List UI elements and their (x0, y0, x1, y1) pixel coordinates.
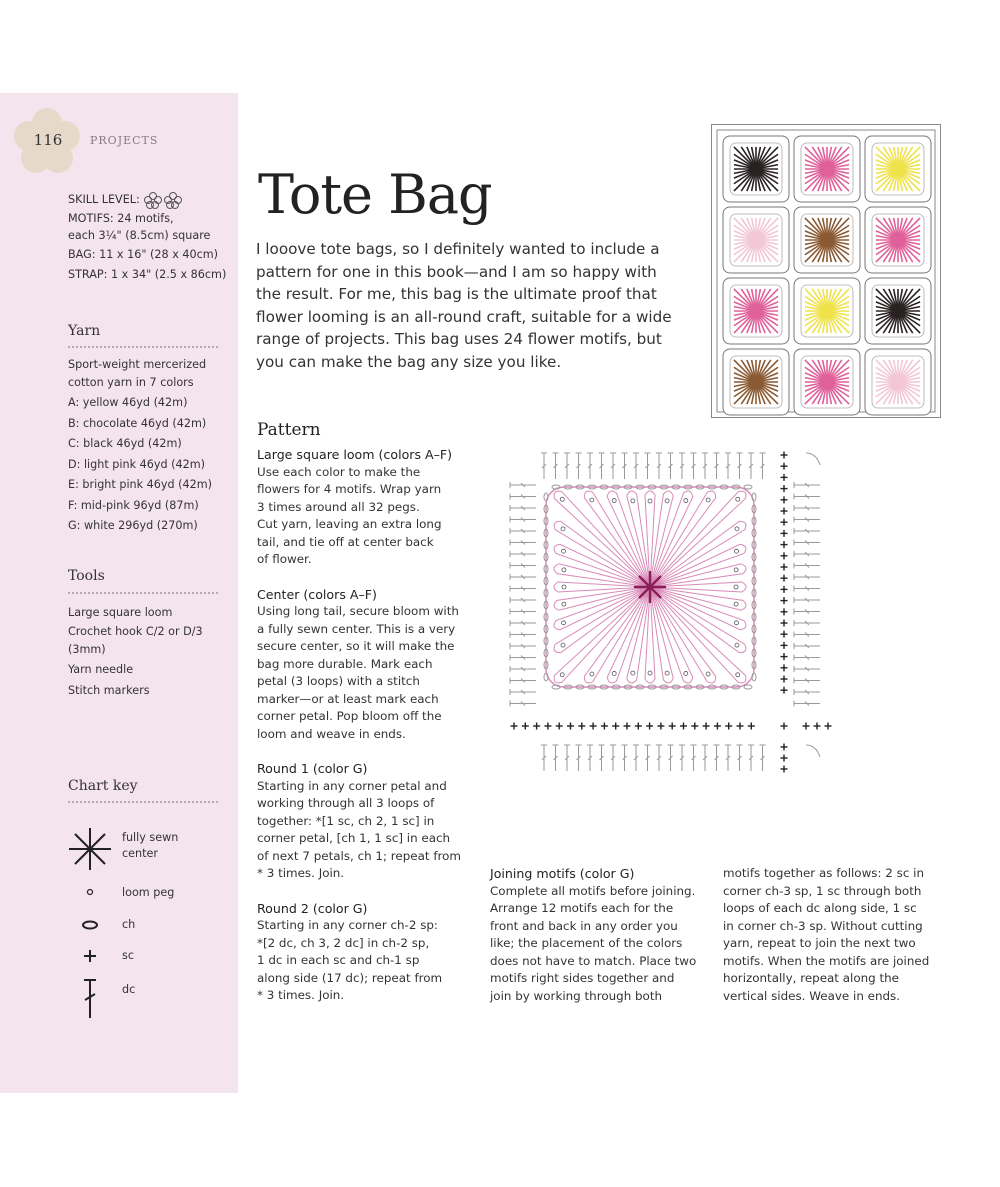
text-line: loom and weave in ends. (257, 726, 406, 741)
instructions-column-3 (723, 865, 953, 1022)
motif-thumbnail (794, 136, 860, 202)
motif-thumbnail (794, 207, 860, 273)
motif-thumbnail (794, 278, 860, 344)
motif-thumbnail (865, 207, 931, 273)
section-heading: Round 1 (color G) (257, 761, 368, 776)
yarn-line: E: bright pink 46yd (42m) (68, 478, 213, 491)
intro-line: pattern for one in this book—and I am so happy with (256, 262, 657, 281)
tools-heading: Tools (68, 568, 105, 584)
key-item-chain (68, 914, 228, 944)
yarn-line: D: light pink 46yd (42m) (68, 457, 206, 471)
text-line: *[2 dc, ch 3, 2 dc] in ch-2 sp, (257, 935, 430, 950)
text-line: Complete all motifs before joining. (490, 883, 696, 898)
intro-line: range of projects. This bag uses 24 flower motifs, but (256, 330, 662, 349)
section-name: PROJECTS (90, 134, 159, 147)
skill-flowers-icon (144, 191, 184, 209)
spec-strap: STRAP: 1 x 34" (2.5 x 86cm) (68, 268, 227, 281)
text-line: secure center, so it will make the (257, 639, 455, 653)
skill-specs (68, 190, 228, 286)
text-line: 3 times around all 32 pegs. (257, 499, 420, 514)
text-line: vertical sides. Weave in ends. (723, 988, 901, 1003)
key-item-sc (68, 945, 228, 975)
tool-line: (3mm) (68, 642, 106, 656)
spec-motifs: MOTIFS: 24 motifs, (68, 211, 174, 225)
motif-thumbnail (723, 349, 789, 415)
text-line: along side (17 dc); repeat from (257, 970, 443, 985)
text-line: 1 dc in each sc and ch-1 sp (257, 953, 420, 967)
text-line: Arrange 12 motifs each for the (490, 901, 674, 915)
text-line: * 3 times. Join. (257, 988, 345, 1002)
intro-line: flower looming is an all-round craft, suitable for a wide (256, 307, 672, 326)
text-line: working through all 3 loops of (257, 796, 435, 810)
yarn-heading: Yarn (68, 323, 101, 339)
text-line: corner petal, [ch 1, 1 sc] in each (257, 831, 451, 845)
key-label-line: fully sewn (122, 831, 179, 844)
text-line: flowers for 4 motifs. Wrap yarn (257, 482, 442, 496)
section-heading: Large square loom (colors A–F) (257, 447, 453, 462)
motif-thumbnail (865, 136, 931, 202)
text-line: front and back in any order you (490, 918, 678, 933)
divider (68, 592, 218, 594)
text-line: corner petal. Pop bloom off the (257, 709, 442, 723)
skill-level-label: SKILL LEVEL: (68, 193, 140, 206)
yarn-line: F: mid-pink 96yd (87m) (68, 498, 199, 512)
motif-thumbnail (865, 278, 931, 344)
key-item-sewn-center (68, 826, 228, 872)
text-line: Starting in any corner petal and (257, 778, 447, 793)
yarn-line: A: yellow 46yd (42m) (68, 396, 188, 409)
tools-list (68, 603, 228, 701)
yarn-line: B: chocolate 46yd (42m) (68, 416, 207, 430)
key-item-loom-peg (68, 882, 228, 912)
key-label: dc (122, 983, 136, 996)
chart-drawing (510, 452, 832, 773)
double-crochet-icon (68, 976, 112, 1022)
motif-thumbnail (865, 349, 931, 415)
page-title: Tote Bag (258, 163, 492, 226)
text-line: together: *[1 sc, ch 2, 1 sc] in (257, 813, 435, 828)
loom-peg-icon (68, 882, 112, 912)
intro-paragraph (256, 238, 696, 374)
page-number: 116 (33, 131, 63, 149)
key-label: loom peg (122, 886, 175, 899)
text-line: Starting in any corner ch-2 sp: (257, 918, 438, 932)
text-line: petal (3 loops) with a stitch (257, 674, 420, 688)
tool-line: Large square loom (68, 606, 173, 619)
text-line: join by working through both (490, 988, 663, 1003)
text-line: motifs. When the motifs are joined (723, 953, 930, 968)
instruction-section (257, 446, 482, 569)
key-label: sc (122, 949, 134, 962)
instructions-column-2 (490, 865, 715, 1022)
text-line: motifs right sides together and (490, 971, 675, 985)
text-line: like; the placement of the colors (490, 936, 683, 950)
divider (68, 346, 218, 348)
yarn-line: C: black 46yd (42m) (68, 437, 182, 450)
text-line: loops of each dc along side, 1 sc (723, 901, 917, 915)
text-line: motifs together as follows: 2 sc in (723, 866, 924, 880)
text-line: Cut yarn, leaving an extra long (257, 517, 442, 531)
section-heading: Center (colors A–F) (257, 586, 377, 602)
yarn-list (68, 357, 228, 537)
crochet-motif-chart (506, 447, 844, 781)
text-line: yarn, repeat to join the next two (723, 936, 916, 950)
tool-line: Crochet hook C/2 or D/3 (68, 624, 203, 638)
instruction-section (490, 865, 715, 1005)
motif-thumbnail (723, 278, 789, 344)
motif-thumbnail (794, 349, 860, 415)
text-line: corner ch-3 sp, 1 sc through both (723, 883, 922, 898)
text-line: * 3 times. Join. (257, 866, 345, 880)
motif-thumbnail (723, 136, 789, 202)
motif-thumbnail (723, 207, 789, 273)
text-line: marker—or at least mark each (257, 691, 439, 706)
section-heading: Round 2 (color G) (257, 900, 368, 916)
sewn-center-icon (68, 826, 112, 872)
instruction-section (257, 586, 482, 744)
text-line: tail, and tie off at center back (257, 534, 434, 549)
text-line: does not have to match. Place two (490, 953, 697, 968)
pattern-heading: Pattern (257, 420, 321, 440)
key-label-line: center (122, 847, 158, 860)
intro-line: you can make the bag any size you like. (256, 352, 562, 371)
single-crochet-icon (68, 945, 112, 975)
yarn-line: Sport-weight mercerized (68, 358, 207, 371)
instruction-section (257, 760, 482, 883)
text-line: in corner ch-3 sp. Without cutting (723, 918, 923, 933)
instructions-column-1 (257, 446, 482, 1022)
tool-line: Stitch markers (68, 683, 150, 697)
text-line: bag more durable. Mark each (257, 656, 433, 671)
tool-line: Yarn needle (68, 663, 134, 676)
spec-bag: BAG: 11 x 16" (28 x 40cm) (68, 247, 219, 261)
key-item-dc (68, 976, 228, 1022)
text-line: Using long tail, secure bloom with (257, 604, 459, 618)
text-line: Use each color to make the (257, 464, 421, 479)
text-line: of flower. (257, 552, 312, 566)
divider (68, 801, 218, 803)
key-label (122, 830, 178, 862)
chart-key-heading: Chart key (68, 778, 138, 794)
intro-line: the result. For me, this bag is the ultimate proof that (256, 285, 657, 304)
text-line: a fully sewn center. This is a very (257, 621, 456, 636)
text-line: horizontally, repeat along the (723, 971, 899, 985)
text-line: of next 7 petals, ch 1; repeat from (257, 848, 461, 863)
bag-thumbnail (711, 124, 941, 418)
instruction-section (723, 865, 953, 1005)
instruction-section (257, 900, 482, 1005)
yarn-line: cotton yarn in 7 colors (68, 376, 194, 389)
chain-icon (68, 914, 112, 944)
yarn-line: G: white 296yd (270m) (68, 519, 198, 532)
section-heading: Joining motifs (color G) (490, 866, 635, 881)
spec-motif-size: each 3¼" (8.5cm) square (68, 228, 211, 242)
key-label: ch (122, 918, 136, 931)
intro-line: I looove tote bags, so I definitely wanted to include a (256, 240, 660, 258)
